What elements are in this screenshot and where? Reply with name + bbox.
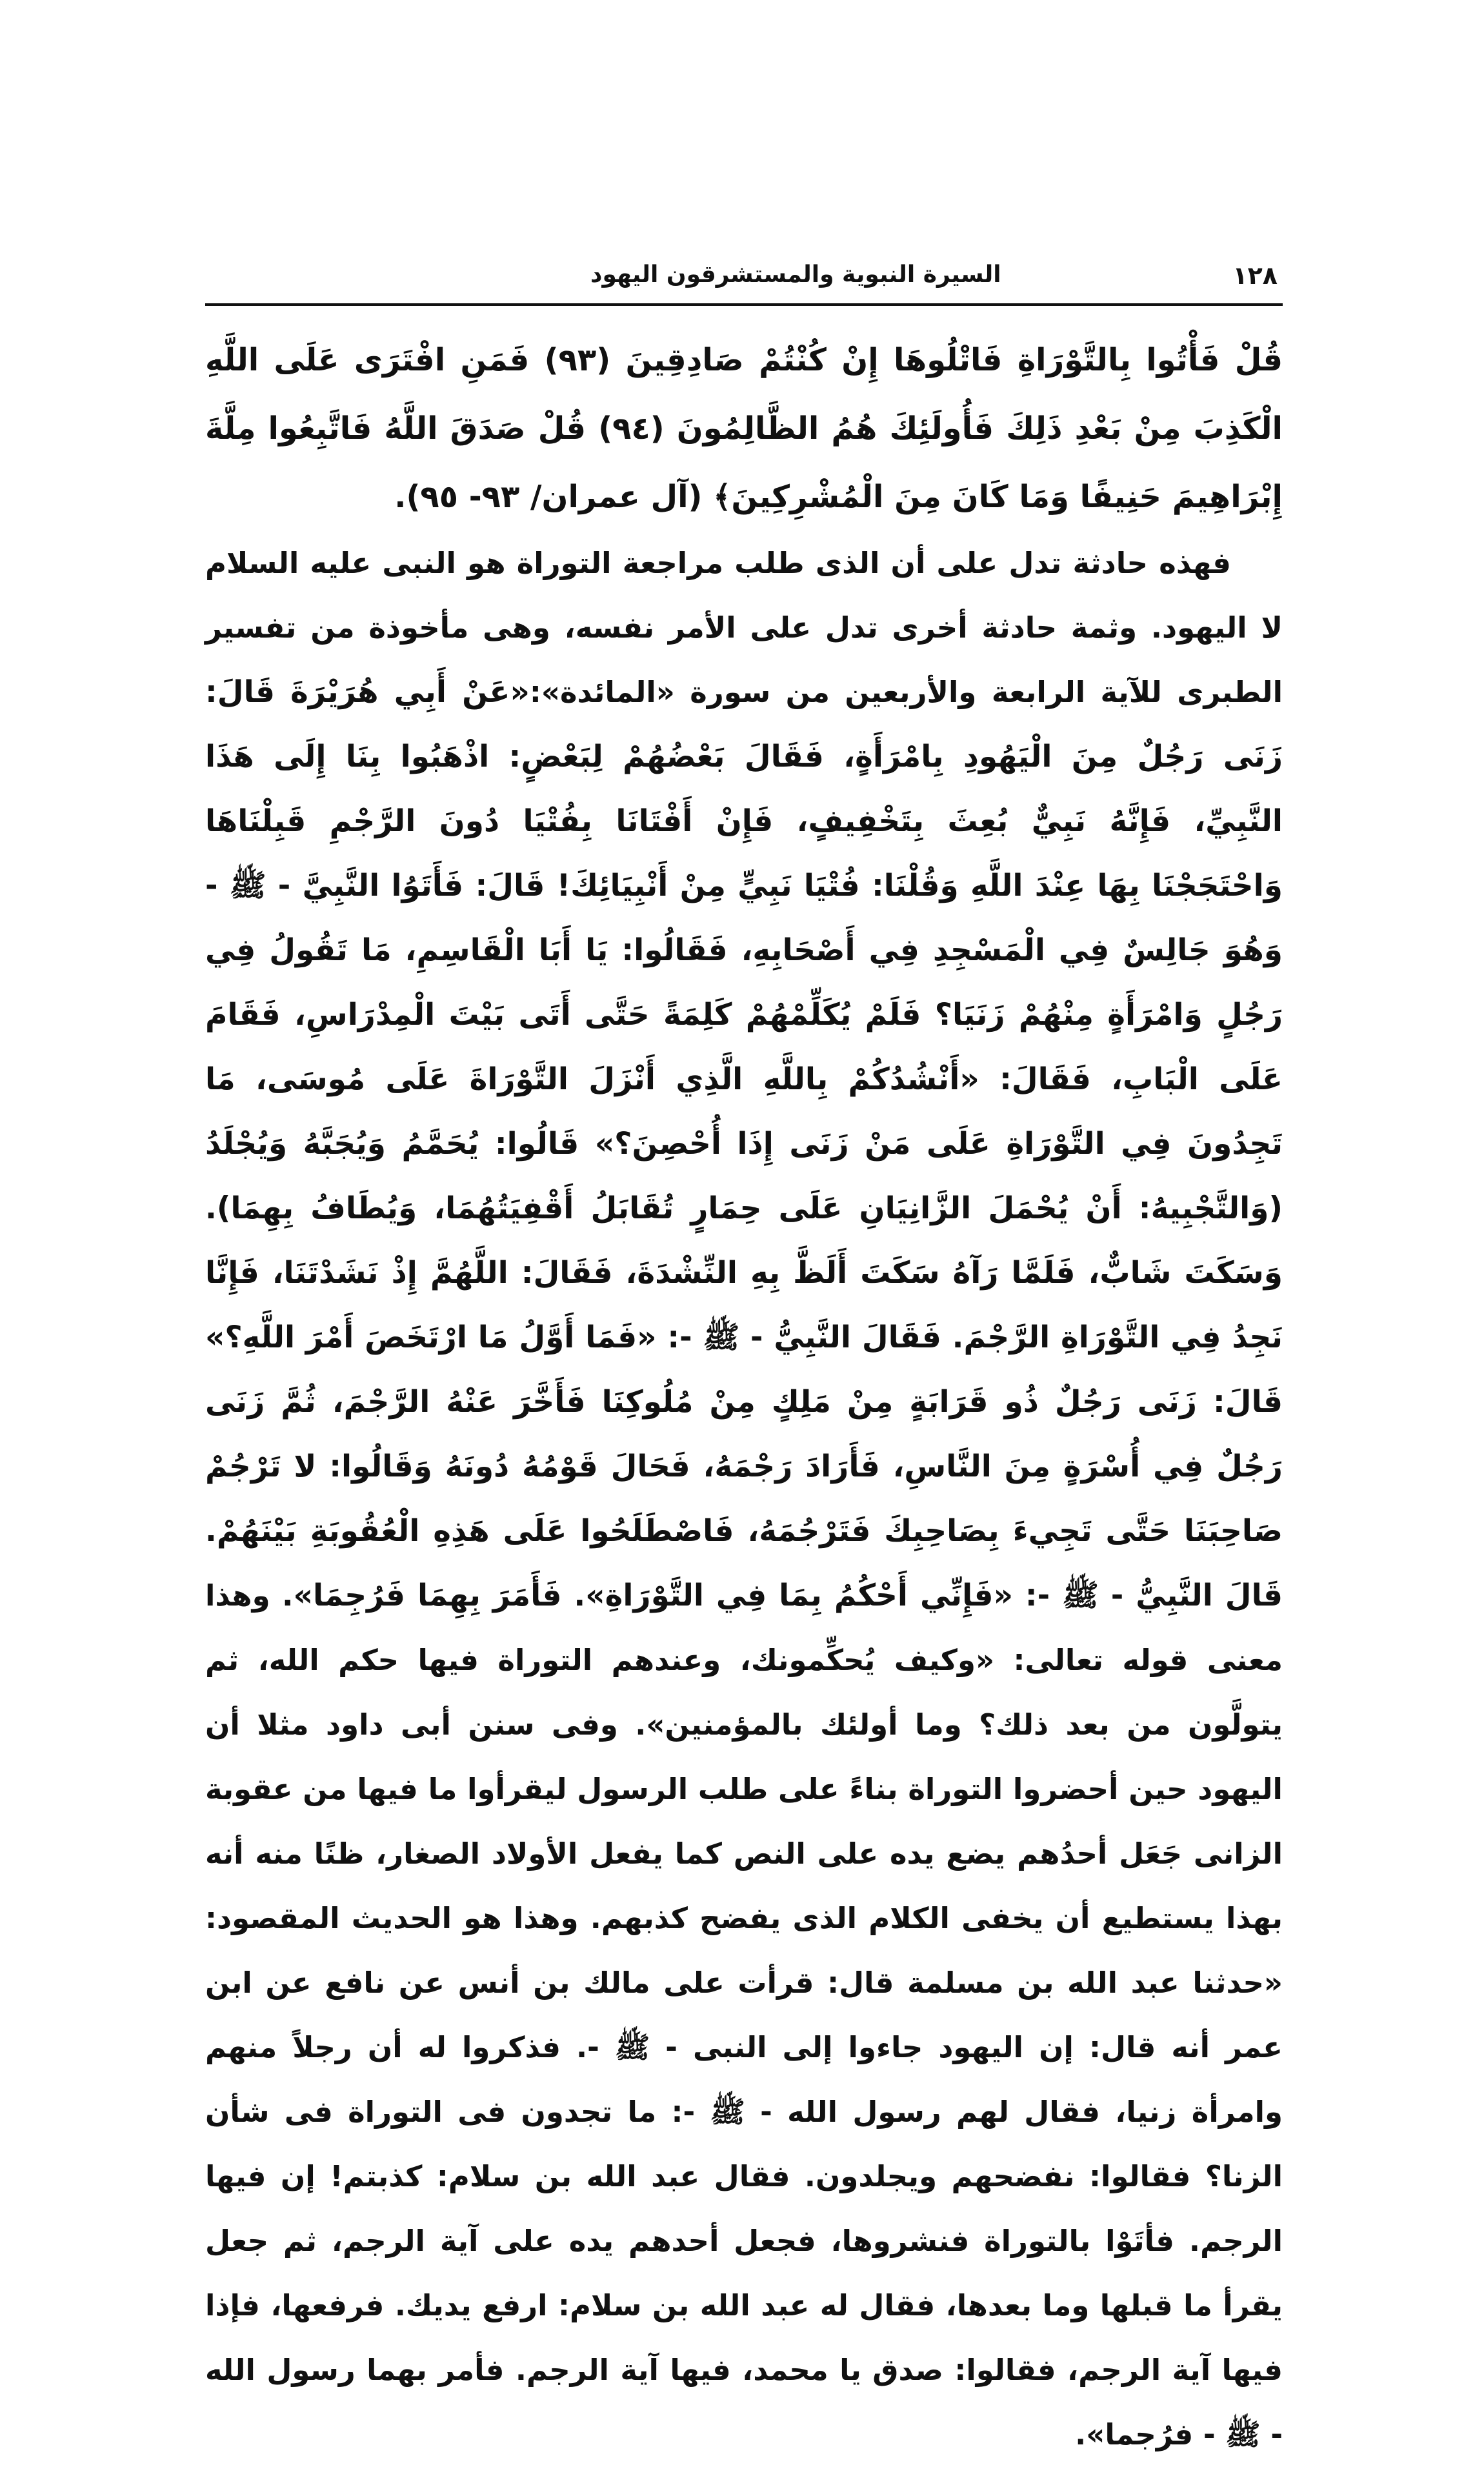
paragraph <box>205 531 1283 2467</box>
header-divider <box>205 303 1283 306</box>
page-number: ١٢٨ <box>1232 261 1278 290</box>
surah-reference: (آل عمران/ ٩٣- ٩٥). <box>394 479 703 515</box>
hadith-quote: «عَنْ أَبِي هُرَيْرَةَ قَالَ: زَنَى رَجُلٌ مِنَ الْيَهُودِ بِامْرَأَةٍ، فَقَالَ بَعْضُهُمْ لِبَعْضٍ: اذْهَبُوا بِنَا إِلَى هَذَا النَّبِيِّ، فَإِنَّهُ نَبِيٌّ بُعِثَ بِتَخْفِيفٍ، فَإِنْ أَفْتَانَا بِفُتْيَا دُونَ الرَّجْمِ قَبِلْنَاهَا وَاحْتَجَجْنَا بِهَا عِنْدَ اللَّهِ وَقُلْنَا: فُتْيَا نَبِيٍّ مِنْ أَنْبِيَائِكَ! قَالَ: فَأَتَوُا النَّبِيَّ - ﷺ - وَهُوَ جَالِسٌ فِي الْمَسْجِدِ فِي أَصْحَابِهِ، فَقَالُوا: يَا أَبَا الْقَاسِمِ، مَا تَقُولُ فِي رَجُلٍ وَامْرَأَةٍ مِنْهُمْ زَنَيَا؟ فَلَمْ يُكَلِّمْهُمْ كَلِمَةً حَتَّى أَتَى بَيْتَ الْمِدْرَاسِ، فَقَامَ عَلَى الْبَابِ، فَقَالَ: «أَنْشُدُكُمْ بِاللَّهِ الَّذِي أَنْزَلَ التَّوْرَاةَ عَلَى مُوسَى، مَا تَجِدُونَ فِي التَّوْرَاةِ عَلَى مَنْ زَنَى إِذَا أُحْصِنَ؟» قَالُوا: يُحَمَّمُ وَيُجَبَّهُ وَيُجْلَدُ (وَالتَّجْبِيهُ: أَنْ يُحْمَلَ الزَّانِيَانِ عَلَى حِمَارٍ تُقَابَلُ أَقْفِيَتُهُمَا، وَيُطَافُ بِهِمَا). وَسَكَتَ شَابٌّ، فَلَمَّا رَآهُ سَكَتَ أَلَظَّ بِهِ النِّشْدَةَ، فَقَالَ: اللَّهُمَّ إِذْ نَشَدْتَنَا، فَإِنَّا نَجِدُ فِي التَّوْرَاةِ الرَّجْمَ. فَقَالَ النَّبِيُّ - ﷺ -: «فَمَا أَوَّلُ مَا ارْتَخَصَ أَمْرَ اللَّهِ؟» قَالَ: زَنَى رَجُلٌ ذُو قَرَابَةٍ مِنْ مَلِكٍ مِنْ مُلُوكِنَا فَأَخَّرَ عَنْهُ الرَّجْمَ، ثُمَّ زَنَى رَجُلٌ فِي أُسْرَةٍ مِنَ النَّاسِ، فَأَرَادَ رَجْمَهُ، فَحَالَ قَوْمُهُ دُونَهُ وَقَالُوا: لا تَرْجُمْ صَاحِبَنَا حَتَّى تَجِيءَ بِصَاحِبِكَ فَتَرْجُمَهُ، فَاصْطَلَحُوا عَلَى هَذِهِ الْعُقُوبَةِ بَيْنَهُمْ. قَالَ النَّبِيُّ - ﷺ -: «فَإِنِّي أَحْكُمُ بِمَا فِي التَّوْرَاةِ». فَأَمَرَ بِهِمَا فَرُجِمَا». <box>205 674 1283 1613</box>
book-title: السيرة النبوية والمستشرقون اليهود <box>590 261 1001 288</box>
main-text <box>205 326 1283 2467</box>
quran-verse: قُلْ فَأْتُوا بِالتَّوْرَاةِ فَاتْلُوهَا إِنْ كُنْتُمْ صَادِقِينَ (٩٣) فَمَنِ افْتَرَى عَلَى اللَّهِ الْكَذِبَ مِنْ بَعْدِ ذَلِكَ فَأُولَئِكَ هُمُ الظَّالِمُونَ (٩٤) قُلْ صَدَقَ اللَّهُ فَاتَّبِعُوا مِلَّةَ إِبْرَاهِيمَ حَنِيفًا وَمَا كَانَ مِنَ الْمُشْرِكِينَ﴾ <box>205 342 1283 515</box>
paragraph-continuation: وهذا معنى قوله تعالى: «وكيف يُحكِّمونك، وعندهم التوراة فيها حكم الله، ثم يتولَّون من بعد ذلك؟ وما أولئك بالمؤمنين». وفى سنن أبى داود مثلا أن اليهود حين أحضروا التوراة بناءً على طلب الرسول ليقرأوا ما فيها من عقوبة الزانى جَعَل أحدُهم يضع يده على النص كما يفعل الأولاد الصغار، ظنًا منه أنه بهذا يستطيع أن يخفى الكلام الذى يفضح كذبهم. وهذا هو الحديث المقصود: «حدثنا عبد الله بن مسلمة قال: قرأت على مالك بن أنس عن نافع عن ابن عمر أنه قال: إن اليهود جاءوا إلى النبى - ﷺ -. فذكروا له أن رجلاً منهم وامرأة زنيا، فقال لهم رسول الله - ﷺ -: ما تجدون فى التوراة فى شأن الزنا؟ فقالوا: نفضحهم ويجلدون. فقال عبد الله بن سلام: كذبتم! إن فيها الرجم. فأتَوْا بالتوراة فنشروها، فجعل أحدهم يده على آية الرجم، ثم جعل يقرأ ما قبلها وما بعدها، فقال له عبد الله بن سلام: ارفع يديك. فرفعها، فإذا فيها آية الرجم، فقالوا: صدق يا محمد، فيها آية الرجم. فأمر بهما رسول الله - ﷺ - فرُجما». <box>205 1578 1283 2452</box>
quran-quote <box>205 326 1283 531</box>
paragraph-intro: فهذه حادثة تدل على أن الذى طلب مراجعة التوراة هو النبى عليه السلام لا اليهود. وثمة حادثة أخرى تدل على الأمر نفسه، وهى مأخوذة من تفسير الطبرى للآية الرابعة والأربعين من سورة «المائدة»: <box>205 546 1283 709</box>
running-head <box>210 255 1278 300</box>
